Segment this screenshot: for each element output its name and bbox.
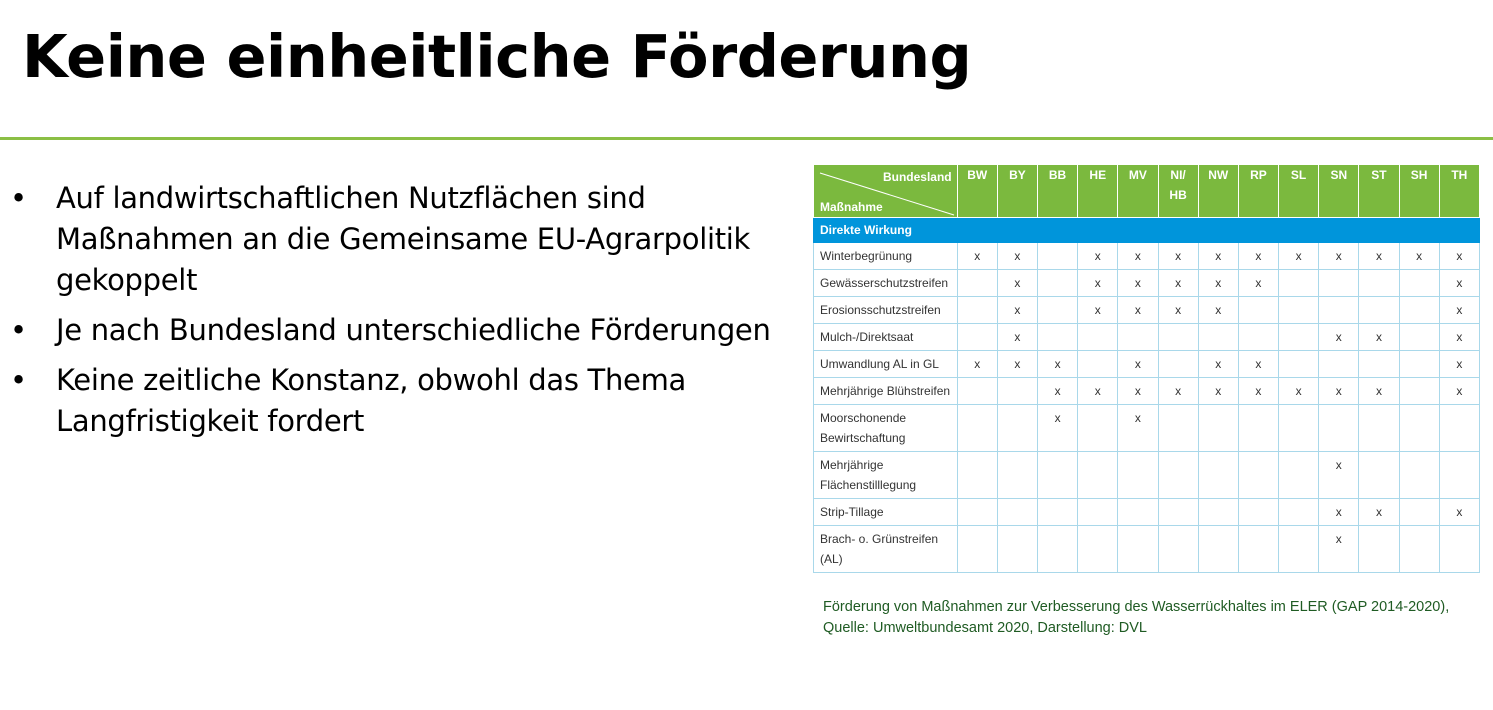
support-mark-cell: x bbox=[1037, 405, 1077, 452]
support-mark-cell: x bbox=[957, 243, 997, 270]
support-mark-cell: x bbox=[1118, 351, 1158, 378]
support-mark-cell: x bbox=[1279, 378, 1319, 405]
support-mark-cell bbox=[1158, 499, 1198, 526]
bullet-text: Keine zeitliche Konstanz, obwohl das Thema Langfristigkeit fordert bbox=[56, 363, 687, 438]
support-mark-cell bbox=[1198, 405, 1238, 452]
support-mark-cell bbox=[1359, 405, 1399, 452]
support-mark-cell: x bbox=[997, 324, 1037, 351]
table-row bbox=[814, 324, 1480, 351]
support-mark-cell: x bbox=[1319, 243, 1359, 270]
support-mark-cell bbox=[1118, 452, 1158, 499]
support-mark-cell bbox=[957, 378, 997, 405]
support-mark-cell bbox=[1158, 452, 1198, 499]
bullet-dot: • bbox=[10, 313, 27, 347]
support-mark-cell: x bbox=[997, 351, 1037, 378]
support-mark-cell bbox=[1158, 351, 1198, 378]
support-mark-cell bbox=[1037, 243, 1077, 270]
bullet-text: Je nach Bundesland unterschiedliche Förderungen bbox=[56, 313, 771, 347]
measure-label: Winterbegrünung bbox=[814, 243, 958, 270]
measure-label: Brach- o. Grünstreifen (AL) bbox=[814, 526, 958, 573]
support-mark-cell bbox=[1198, 526, 1238, 573]
support-mark-cell bbox=[1319, 297, 1359, 324]
support-mark-cell: x bbox=[1037, 378, 1077, 405]
support-mark-cell bbox=[1238, 297, 1278, 324]
support-mark-cell bbox=[1158, 526, 1198, 573]
support-mark-cell: x bbox=[1279, 243, 1319, 270]
support-mark-cell bbox=[1399, 405, 1439, 452]
support-mark-cell: x bbox=[1078, 378, 1118, 405]
support-mark-cell: x bbox=[1078, 270, 1118, 297]
table-row bbox=[814, 499, 1480, 526]
support-mark-cell: x bbox=[1198, 351, 1238, 378]
support-mark-cell bbox=[1399, 351, 1439, 378]
support-mark-cell bbox=[1399, 270, 1439, 297]
support-mark-cell bbox=[957, 297, 997, 324]
support-mark-cell bbox=[1399, 526, 1439, 573]
support-mark-cell: x bbox=[1439, 243, 1479, 270]
support-mark-cell bbox=[1279, 452, 1319, 499]
support-mark-cell bbox=[1359, 452, 1399, 499]
support-mark-cell: x bbox=[1158, 297, 1198, 324]
state-header: SH bbox=[1399, 165, 1439, 218]
support-mark-cell bbox=[1078, 452, 1118, 499]
support-mark-cell bbox=[997, 378, 1037, 405]
support-mark-cell bbox=[957, 452, 997, 499]
support-mark-cell bbox=[997, 452, 1037, 499]
support-mark-cell bbox=[997, 526, 1037, 573]
support-mark-cell bbox=[1078, 526, 1118, 573]
title-divider bbox=[0, 137, 1493, 140]
section-label: Direkte Wirkung bbox=[814, 218, 1480, 243]
support-mark-cell bbox=[1118, 324, 1158, 351]
support-mark-cell: x bbox=[1118, 405, 1158, 452]
measures-table-container bbox=[813, 164, 1480, 573]
bullet-item bbox=[0, 178, 790, 301]
state-header: HE bbox=[1078, 165, 1118, 218]
support-mark-cell bbox=[1037, 499, 1077, 526]
support-mark-cell bbox=[1279, 324, 1319, 351]
support-mark-cell: x bbox=[1158, 243, 1198, 270]
table-row bbox=[814, 243, 1480, 270]
support-mark-cell: x bbox=[1238, 270, 1278, 297]
support-mark-cell bbox=[1037, 526, 1077, 573]
support-mark-cell bbox=[1158, 324, 1198, 351]
support-mark-cell: x bbox=[1439, 297, 1479, 324]
support-mark-cell: x bbox=[1359, 378, 1399, 405]
bullet-item bbox=[0, 310, 790, 351]
support-mark-cell bbox=[1238, 405, 1278, 452]
support-mark-cell bbox=[1078, 405, 1118, 452]
support-mark-cell: x bbox=[997, 243, 1037, 270]
support-mark-cell bbox=[1439, 405, 1479, 452]
state-header: MV bbox=[1118, 165, 1158, 218]
support-mark-cell bbox=[1198, 324, 1238, 351]
support-mark-cell: x bbox=[1118, 378, 1158, 405]
measure-label: Umwandlung AL in GL bbox=[814, 351, 958, 378]
support-mark-cell bbox=[1399, 324, 1439, 351]
section-row bbox=[814, 218, 1480, 243]
support-mark-cell: x bbox=[997, 270, 1037, 297]
support-mark-cell: x bbox=[1439, 499, 1479, 526]
bullet-text: Auf landwirtschaftlichen Nutzflächen sind Maßnahmen an die Gemeinsame EU-Agrarpolitik gekoppelt bbox=[56, 181, 751, 297]
support-mark-cell: x bbox=[1319, 452, 1359, 499]
support-mark-cell: x bbox=[1198, 297, 1238, 324]
state-header: BW bbox=[957, 165, 997, 218]
support-mark-cell: x bbox=[1238, 378, 1278, 405]
state-header: BY bbox=[997, 165, 1037, 218]
support-mark-cell bbox=[1399, 499, 1439, 526]
bullet-list bbox=[0, 178, 790, 451]
measure-label: Gewässerschutzstreifen bbox=[814, 270, 958, 297]
support-mark-cell bbox=[957, 324, 997, 351]
support-mark-cell bbox=[1359, 297, 1399, 324]
support-mark-cell: x bbox=[1037, 351, 1077, 378]
support-mark-cell bbox=[997, 405, 1037, 452]
support-mark-cell bbox=[1037, 452, 1077, 499]
support-mark-cell bbox=[1279, 270, 1319, 297]
measure-label: Erosionsschutzstreifen bbox=[814, 297, 958, 324]
support-mark-cell: x bbox=[1158, 270, 1198, 297]
table-row bbox=[814, 270, 1480, 297]
support-mark-cell bbox=[1118, 526, 1158, 573]
support-mark-cell: x bbox=[1439, 378, 1479, 405]
slide-title: Keine einheitliche Förderung bbox=[22, 22, 972, 91]
measure-label: Strip-Tillage bbox=[814, 499, 958, 526]
support-mark-cell bbox=[1037, 270, 1077, 297]
measures-table bbox=[813, 164, 1480, 573]
table-caption: Förderung von Maßnahmen zur Verbesserung des Wasserrückhaltes im ELER (GAP 2014-2020), Quelle: Umweltbundesamt 2020, Darstellung: DVL bbox=[823, 599, 1450, 636]
support-mark-cell bbox=[1359, 526, 1399, 573]
support-mark-cell: x bbox=[1439, 270, 1479, 297]
support-mark-cell bbox=[1118, 499, 1158, 526]
support-mark-cell bbox=[1078, 324, 1118, 351]
support-mark-cell: x bbox=[1319, 378, 1359, 405]
support-mark-cell: x bbox=[1359, 324, 1399, 351]
support-mark-cell: x bbox=[997, 297, 1037, 324]
support-mark-cell bbox=[1439, 526, 1479, 573]
support-mark-cell bbox=[1238, 324, 1278, 351]
support-mark-cell: x bbox=[1319, 324, 1359, 351]
support-mark-cell bbox=[1037, 297, 1077, 324]
measure-label: Mehrjährige Blühstreifen bbox=[814, 378, 958, 405]
support-mark-cell bbox=[1198, 452, 1238, 499]
support-mark-cell bbox=[957, 405, 997, 452]
support-mark-cell: x bbox=[1118, 270, 1158, 297]
table-row bbox=[814, 526, 1480, 573]
support-mark-cell bbox=[1238, 526, 1278, 573]
support-mark-cell: x bbox=[1078, 243, 1118, 270]
support-mark-cell: x bbox=[1359, 499, 1399, 526]
state-header: NI/ HB bbox=[1158, 165, 1198, 218]
table-row bbox=[814, 297, 1480, 324]
support-mark-cell: x bbox=[1158, 378, 1198, 405]
support-mark-cell: x bbox=[1319, 499, 1359, 526]
support-mark-cell bbox=[1399, 297, 1439, 324]
state-header: SL bbox=[1279, 165, 1319, 218]
support-mark-cell bbox=[1158, 405, 1198, 452]
support-mark-cell: x bbox=[1319, 526, 1359, 573]
support-mark-cell bbox=[1359, 270, 1399, 297]
support-mark-cell bbox=[1439, 452, 1479, 499]
table-row bbox=[814, 378, 1480, 405]
support-mark-cell: x bbox=[1399, 243, 1439, 270]
support-mark-cell: x bbox=[1439, 324, 1479, 351]
state-header: TH bbox=[1439, 165, 1479, 218]
support-mark-cell bbox=[1399, 378, 1439, 405]
support-mark-cell bbox=[997, 499, 1037, 526]
support-mark-cell bbox=[1279, 297, 1319, 324]
corner-label-state: Bundesland bbox=[882, 170, 952, 184]
support-mark-cell bbox=[957, 499, 997, 526]
state-header: SN bbox=[1319, 165, 1359, 218]
support-mark-cell: x bbox=[1198, 378, 1238, 405]
support-mark-cell: x bbox=[1238, 351, 1278, 378]
measure-label: Mulch-/Direktsaat bbox=[814, 324, 958, 351]
support-mark-cell bbox=[1319, 270, 1359, 297]
support-mark-cell bbox=[1078, 499, 1118, 526]
support-mark-cell: x bbox=[1238, 243, 1278, 270]
corner-label-measure: Maßnahme bbox=[820, 200, 883, 214]
support-mark-cell bbox=[1198, 499, 1238, 526]
support-mark-cell bbox=[1279, 405, 1319, 452]
support-mark-cell bbox=[1078, 351, 1118, 378]
table-header-row bbox=[814, 165, 1480, 218]
support-mark-cell: x bbox=[1118, 297, 1158, 324]
support-mark-cell bbox=[957, 526, 997, 573]
support-mark-cell bbox=[1279, 499, 1319, 526]
support-mark-cell bbox=[1319, 351, 1359, 378]
bullet-dot: • bbox=[10, 363, 27, 397]
state-header: NW bbox=[1198, 165, 1238, 218]
measure-label: Moorschonende Bewirtschaftung bbox=[814, 405, 958, 452]
support-mark-cell: x bbox=[1439, 351, 1479, 378]
support-mark-cell: x bbox=[957, 351, 997, 378]
support-mark-cell: x bbox=[1198, 270, 1238, 297]
bullet-item bbox=[0, 360, 790, 442]
bullet-dot: • bbox=[10, 181, 27, 215]
table-corner-cell bbox=[814, 165, 958, 218]
table-row bbox=[814, 351, 1480, 378]
support-mark-cell bbox=[1279, 351, 1319, 378]
support-mark-cell bbox=[1399, 452, 1439, 499]
state-header: BB bbox=[1037, 165, 1077, 218]
support-mark-cell: x bbox=[1198, 243, 1238, 270]
support-mark-cell bbox=[957, 270, 997, 297]
support-mark-cell bbox=[1037, 324, 1077, 351]
support-mark-cell bbox=[1319, 405, 1359, 452]
support-mark-cell: x bbox=[1359, 243, 1399, 270]
measure-label: Mehrjährige Flächenstilllegung bbox=[814, 452, 958, 499]
support-mark-cell bbox=[1238, 452, 1278, 499]
support-mark-cell bbox=[1359, 351, 1399, 378]
table-row bbox=[814, 405, 1480, 452]
support-mark-cell bbox=[1238, 499, 1278, 526]
support-mark-cell: x bbox=[1118, 243, 1158, 270]
support-mark-cell: x bbox=[1078, 297, 1118, 324]
state-header: ST bbox=[1359, 165, 1399, 218]
table-row bbox=[814, 452, 1480, 499]
support-mark-cell bbox=[1279, 526, 1319, 573]
state-header: RP bbox=[1238, 165, 1278, 218]
